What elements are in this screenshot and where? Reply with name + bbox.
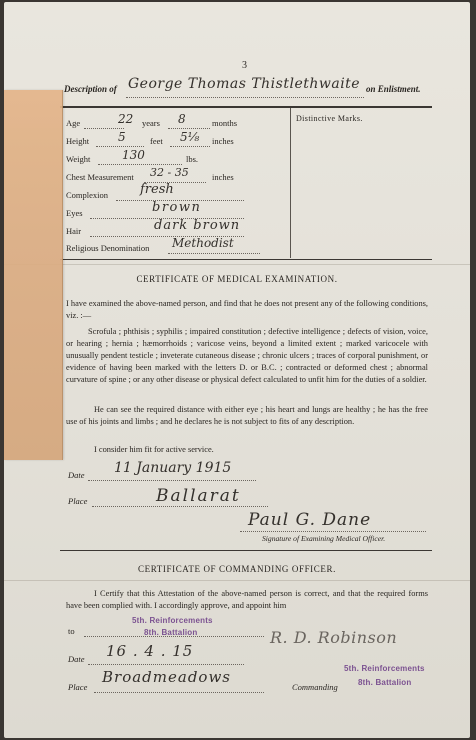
medical-intro: I have examined the above-named person, and find that he does not present any of the following conditions, viz. :—: [66, 299, 428, 320]
attestation-page: [4, 2, 470, 738]
commanding-date-label: Date: [68, 654, 85, 664]
commanding-place-label: Place: [68, 682, 88, 692]
medical-fit: I consider him fit for active service.: [94, 445, 214, 454]
section-rule: [60, 259, 432, 260]
tape-strip: [4, 90, 63, 460]
commanding-certificate-title: CERTIFICATE OF COMMANDING OFFICER.: [138, 564, 336, 574]
on-enlistment-label: on Enlistment.: [366, 84, 421, 94]
months-label: months: [212, 118, 238, 128]
religion-value: Methodist: [172, 236, 234, 250]
commanding-label: Commanding: [292, 682, 338, 692]
paper-fold: [4, 580, 470, 581]
medical-certificate-title: CERTIFICATE OF MEDICAL EXAMINATION.: [136, 274, 338, 284]
medical-date-value: 11 January 1915: [114, 460, 232, 476]
inches-label: inches: [212, 136, 234, 146]
section-rule: [60, 550, 432, 551]
age-label: Age: [66, 118, 81, 128]
commanding-date-value: 16 . 4 . 15: [106, 642, 194, 660]
commanding-text: I Certify that this Attestation of the above-named person is correct, and that the required forms have been complied with. I accordingly approve, and appoint him: [66, 589, 428, 610]
age-months-value: 8: [178, 112, 186, 126]
complexion-value: fresh: [140, 182, 174, 197]
to-label: to: [68, 626, 75, 636]
eyes-value: brown: [152, 200, 202, 215]
name-line: [126, 97, 364, 98]
commanding-officer-signature: R. D. Robinson: [270, 628, 398, 647]
medical-place-label: Place: [68, 496, 88, 506]
column-divider: [290, 108, 291, 258]
soldier-name: George Thomas Thistlethwaite: [128, 76, 361, 92]
years-label: years: [142, 118, 160, 128]
medical-place-value: Ballarat: [156, 486, 241, 506]
medical-officer-signature: Paul G. Dane: [248, 510, 372, 530]
eyes-label: Eyes: [66, 208, 83, 218]
distinctive-marks-label: Distinctive Marks.: [296, 114, 363, 123]
paper-fold: [4, 264, 470, 265]
medical-sight: He can see the required distance with either eye ; his heart and lungs are healthy ; he has the free use of his joints and limbs ; and he declares he is not subject to fits of any description.: [66, 405, 428, 426]
complexion-label: Complexion: [66, 190, 109, 200]
description-label: Description of: [64, 84, 117, 94]
hair-label: Hair: [66, 226, 82, 236]
height-inches-value: 5⅛: [180, 130, 200, 144]
weight-value: 130: [122, 148, 145, 162]
hair-value: dark brown: [154, 218, 241, 233]
signature-caption: Signature of Examining Medical Officer.: [262, 534, 386, 543]
lbs-label: lbs.: [186, 154, 199, 164]
page-number: 3: [242, 60, 247, 71]
to-stamp-line1: 5th. Reinforcements: [132, 616, 213, 625]
age-years-value: 22: [118, 112, 134, 126]
feet-label: feet: [150, 136, 163, 146]
weight-label: Weight: [66, 154, 91, 164]
chest-value: 32 - 35: [150, 166, 189, 179]
header-rule: [60, 106, 432, 108]
chest-label: Chest Measurement: [66, 172, 134, 182]
commanding-place-value: Broadmeadows: [102, 668, 231, 686]
height-label: Height: [66, 136, 90, 146]
medical-conditions: Scrofula ; phthisis ; syphilis ; impaired constitution ; defective intelligence ; defects of vision, voice, or hearing ; hernia ; hæmorrhoids ; varicose veins, beyond a limited extent ; marked varicocele with unusually pendent testicle ; inveterate cutaneous disease ; chronic ulcers ; traces of corporal punishment, or evidence of having been marked with the letters D. or B.C. ; contracted or deformed chest ; abnormal curvature of spine ; or any other disease or physical defect calculated to unfit him for the duties of a soldier.: [66, 327, 428, 384]
height-feet-value: 5: [118, 130, 126, 144]
unit-stamp-line2: 8th. Battalion: [358, 678, 412, 687]
chest-inches-label: inches: [212, 172, 234, 182]
to-stamp-line2: 8th. Battalion: [144, 628, 198, 637]
medical-date-label: Date: [68, 470, 85, 480]
religion-label: Religious Denomination: [66, 243, 150, 253]
unit-stamp-line1: 5th. Reinforcements: [344, 664, 425, 673]
